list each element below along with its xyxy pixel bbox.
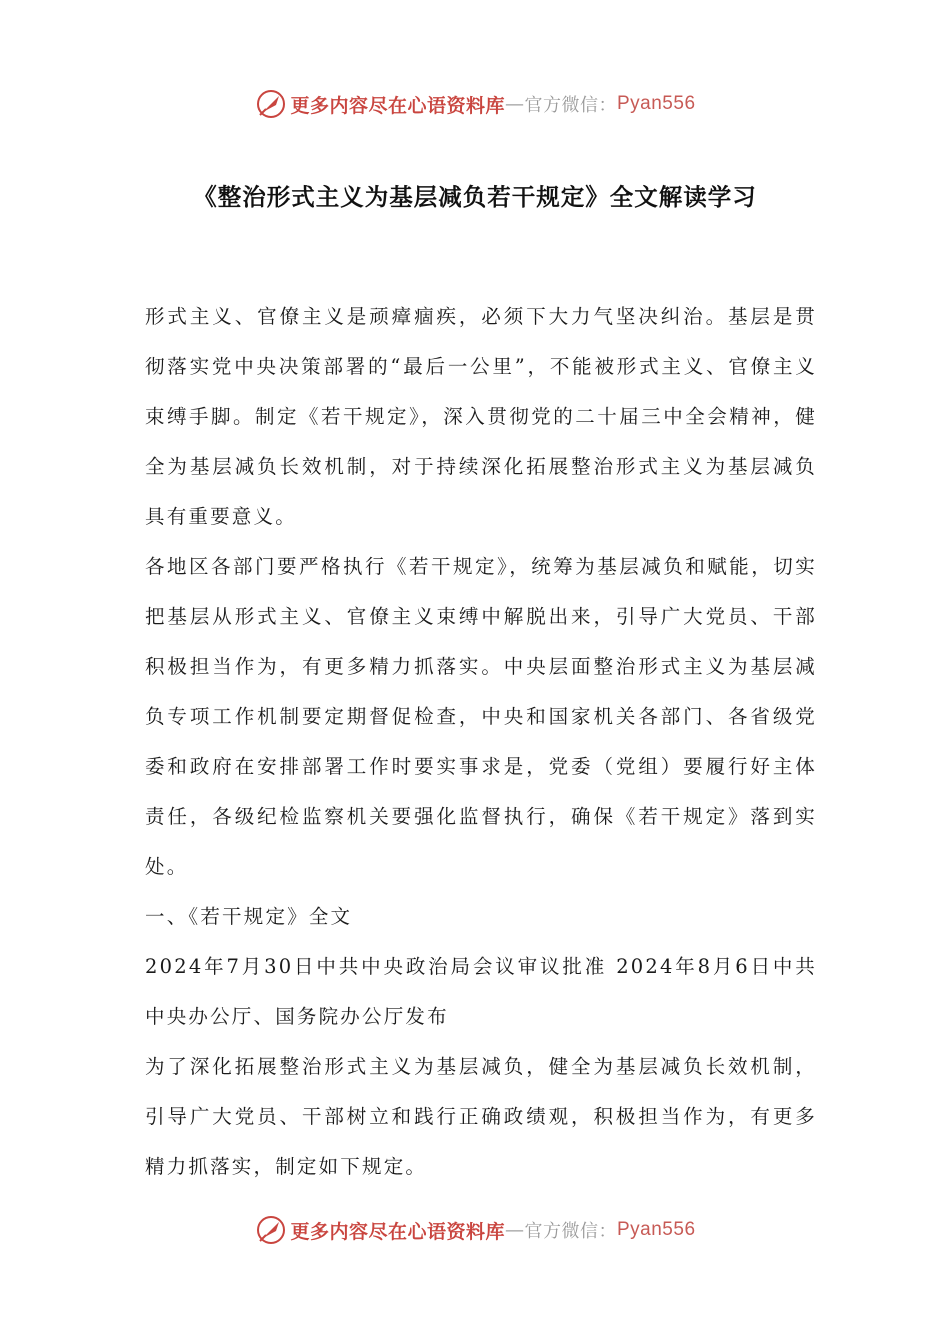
section-heading: 一、《若干规定》全文 — [145, 905, 353, 928]
document-body — [145, 292, 817, 1192]
footer-wechat-label: 官方微信： — [524, 1221, 617, 1242]
footer-dash: — — [505, 1219, 525, 1241]
footer-brand-text: 更多内容尽在心语资料库 — [290, 1220, 505, 1243]
paragraph-requirements: 各地区各部门要严格执行《若干规定》，统筹为基层减负和赋能，切实把基层从形式主义、官僚主义束缚中解脱出来，引导广大党员、干部积极担当作为，有更多精力抓落实。中央层面整治形式主义为基层减负专项工作机制要定期督促检查，中央和国家机关各部门、各省级党委和政府在安排部署工作时要实事求是，党委（党组）要履行好主体责任，各级纪检监察机关要强化监督执行，确保《若干规定》落到实处。 — [145, 555, 817, 878]
footer-wechat-id: Pyan556 — [617, 1219, 696, 1240]
header-wechat-label: 官方微信： — [524, 95, 617, 116]
paragraph-purpose: 为了深化拓展整治形式主义为基层减负，健全为基层减负长效机制，引导广大党员、干部树立和践行正确政绩观，积极担当作为，有更多精力抓落实，制定如下规定。 — [145, 1055, 817, 1178]
paragraph-dates: 2024年7月30日中共中央政治局会议审议批准 2024年8月6日中共中央办公厅、国务院办公厅发布 — [145, 955, 817, 1028]
quill-logo-icon — [254, 87, 288, 121]
document-title: 《整治形式主义为基层减负若干规定》全文解读学习 — [193, 183, 757, 211]
header-wechat-id: Pyan556 — [617, 93, 696, 114]
header-banner — [0, 82, 950, 126]
header-brand-text: 更多内容尽在心语资料库 — [290, 94, 505, 117]
paragraph-intro: 形式主义、官僚主义是顽瘴痼疾，必须下大力气坚决纠治。基层是贯彻落实党中央决策部署的“最后一公里”，不能被形式主义、官僚主义束缚手脚。制定《若干规定》，深入贯彻党的二十届三中全会精神，健全为基层减负长效机制，对于持续深化拓展整治形式主义为基层减负具有重要意义。 — [145, 305, 817, 528]
footer-banner — [0, 1208, 950, 1252]
quill-logo-icon — [254, 1213, 288, 1247]
header-dash: — — [505, 93, 525, 115]
